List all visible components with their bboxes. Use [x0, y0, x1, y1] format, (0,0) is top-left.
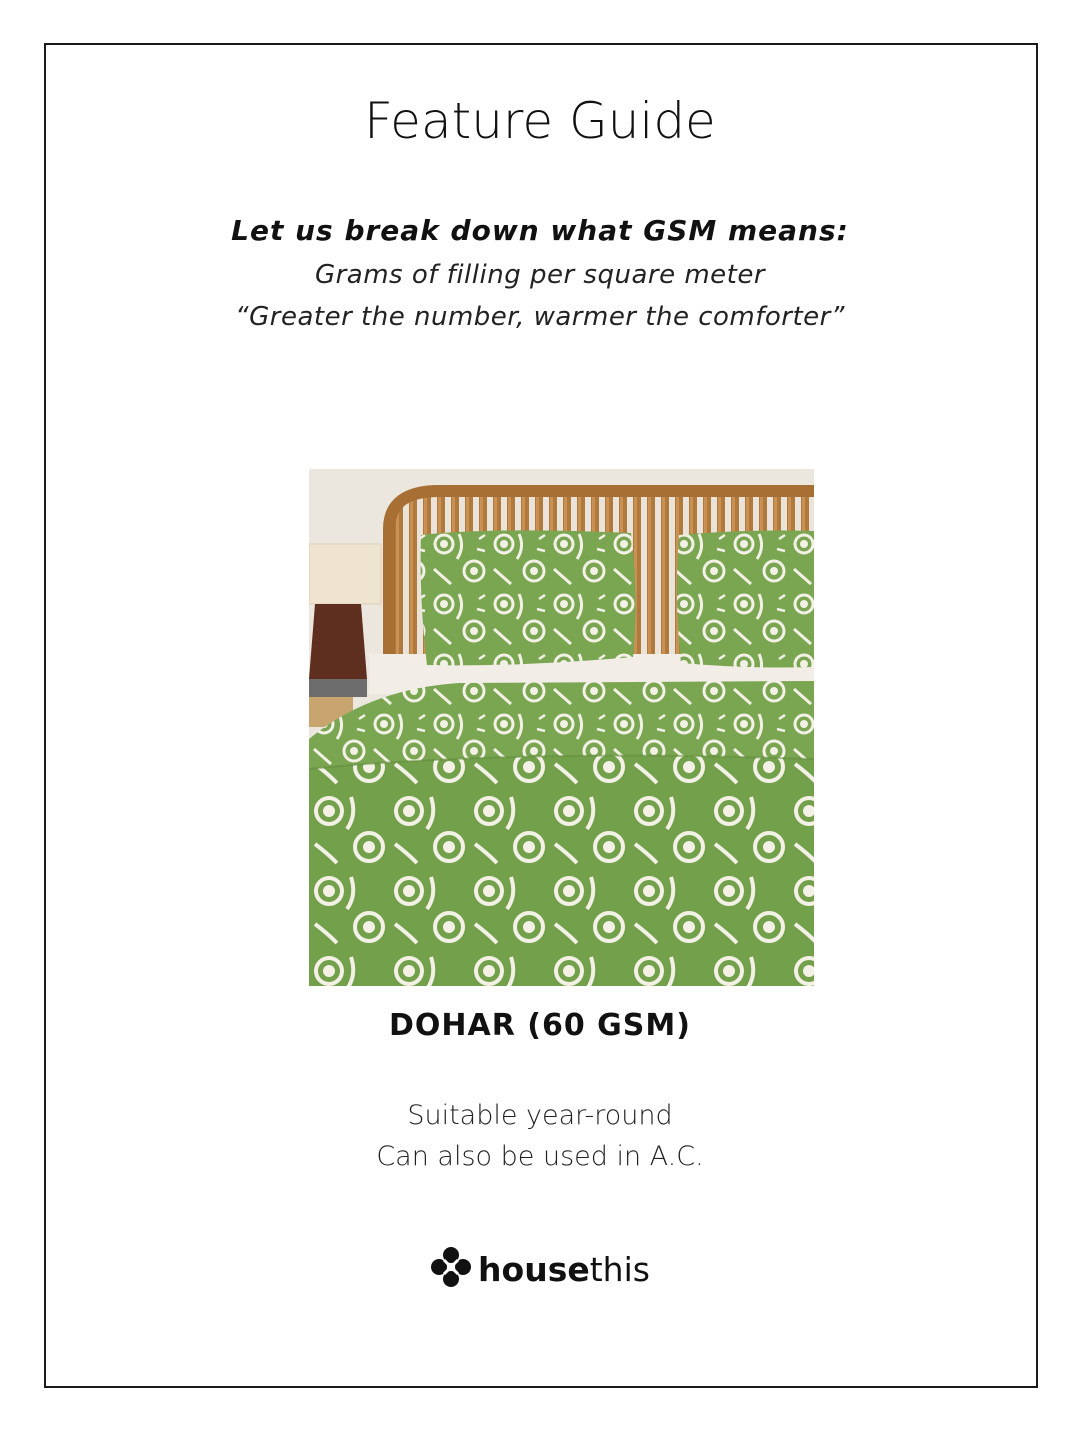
gsm-quote: “Greater the number, warmer the comforter” — [235, 302, 845, 332]
flower-logo-icon — [430, 1246, 472, 1292]
brand-wordmark: housethis — [478, 1249, 650, 1289]
brand-logo — [0, 1246, 1080, 1292]
page-title: Feature Guide — [364, 92, 716, 150]
product-description-line-2: Can also be used in A.C. — [376, 1141, 704, 1172]
gsm-definition: Grams of filling per square meter — [314, 260, 766, 290]
gsm-heading: Let us break down what GSM means: — [231, 214, 849, 247]
product-description-line-1: Suitable year-round — [407, 1100, 673, 1131]
product-name: DOHAR (60 GSM) — [389, 1008, 691, 1043]
product-photo — [309, 469, 814, 986]
